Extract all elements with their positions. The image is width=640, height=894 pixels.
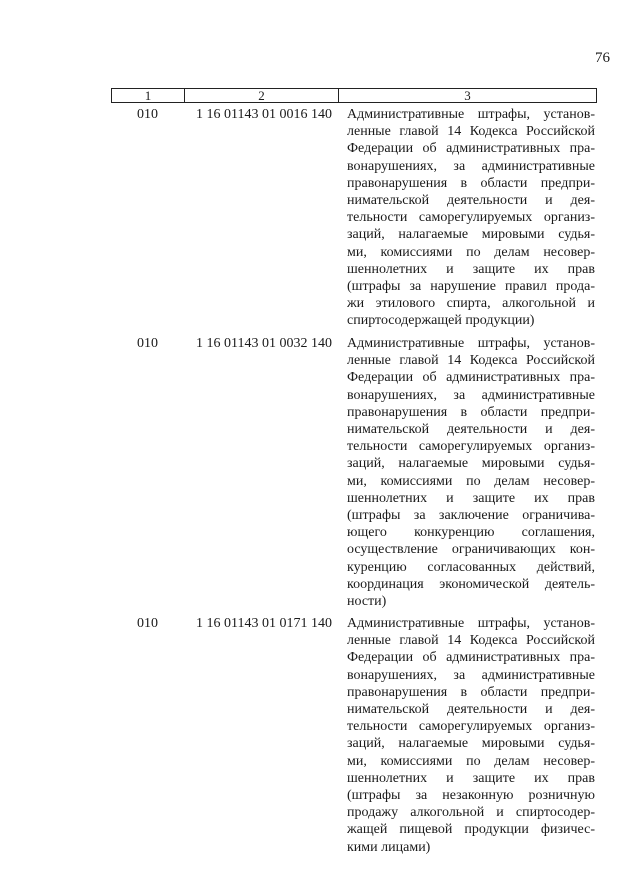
description-line: (штрафы за незаконную розничную (347, 788, 595, 804)
description-line: нимательской деятельности и дея- (347, 422, 595, 438)
description-line: продажу алкогольной и спиртосодер- (347, 805, 595, 821)
description-line: ющего конкуренцию соглашения, (347, 525, 595, 541)
description-line: ми, комиссиями по делам несовер- (347, 753, 595, 769)
description-line: Административные штрафы, установ- (347, 336, 595, 351)
description-line: правонарушения в области предпри- (347, 175, 595, 191)
description-line: заций, налагаемые мировыми судья- (347, 227, 595, 243)
description-line: ленные главой 14 Кодекса Российской (347, 633, 595, 649)
row-code: 010 (137, 616, 158, 631)
description-line: ми, комиссиями по делам несовер- (347, 473, 595, 489)
row-code: 010 (137, 107, 158, 122)
description-line: тельности саморегулируемых организ- (347, 719, 595, 735)
description-line: заций, налагаемые мировыми судья- (347, 736, 595, 752)
row-kbk: 1 16 01143 01 0171 140 (196, 616, 332, 631)
description-line: куренцию согласованных действий, (347, 559, 595, 575)
description-line: шеннолетних и защите их прав (347, 490, 595, 506)
description-line: тельности саморегулируемых организ- (347, 439, 595, 455)
description-line: жи этилового спирта, алкогольной и (347, 296, 595, 312)
description-line: жащей пищевой продукции физичес- (347, 822, 595, 838)
description-line: координация экономической деятель- (347, 576, 595, 592)
row-code: 010 (137, 336, 158, 351)
row-description (347, 106, 595, 330)
description-line: ленные главой 14 Кодекса Российской (347, 124, 595, 140)
description-line: кими лицами) (347, 839, 431, 855)
header-col-1: 1 (112, 89, 185, 102)
description-line: (штрафы за заключение ограничива- (347, 508, 595, 524)
description-line: вонарушениях, за административные (347, 667, 595, 683)
table-header (111, 88, 597, 103)
description-line: заций, налагаемые мировыми судья- (347, 456, 595, 472)
description-line: спиртосодержащей продукции) (347, 313, 535, 329)
description-line: нимательской деятельности и дея- (347, 193, 595, 209)
row-kbk: 1 16 01143 01 0016 140 (196, 107, 332, 122)
header-col-2: 2 (185, 89, 339, 102)
description-line: Административные штрафы, установ- (347, 107, 595, 122)
description-line: шеннолетних и защите их прав (347, 261, 595, 277)
header-col-3: 3 (464, 88, 471, 103)
description-line: вонарушениях, за административные (347, 158, 595, 174)
description-line: правонарушения в области предпри- (347, 684, 595, 700)
row-description (347, 615, 595, 856)
description-line: осуществление ограничивающих кон- (347, 542, 595, 558)
row-description (347, 335, 595, 610)
description-line: (штрафы за нарушение правил прода- (347, 279, 595, 295)
description-line: Федерации об административных пра- (347, 370, 595, 386)
description-line: вонарушениях, за административные (347, 387, 595, 403)
description-line: Административные штрафы, установ- (347, 616, 595, 631)
description-line: тельности саморегулируемых организ- (347, 210, 595, 226)
page-number: 76 (595, 50, 610, 66)
description-line: ленные главой 14 Кодекса Российской (347, 353, 595, 369)
description-line: нимательской деятельности и дея- (347, 702, 595, 718)
description-line: шеннолетних и защите их прав (347, 770, 595, 786)
description-line: ми, комиссиями по делам несовер- (347, 244, 595, 260)
description-line: Федерации об административных пра- (347, 141, 595, 157)
description-line: правонарушения в области предпри- (347, 404, 595, 420)
row-kbk: 1 16 01143 01 0032 140 (196, 336, 332, 351)
description-line: Федерации об административных пра- (347, 650, 595, 666)
description-line: ности) (347, 594, 387, 610)
